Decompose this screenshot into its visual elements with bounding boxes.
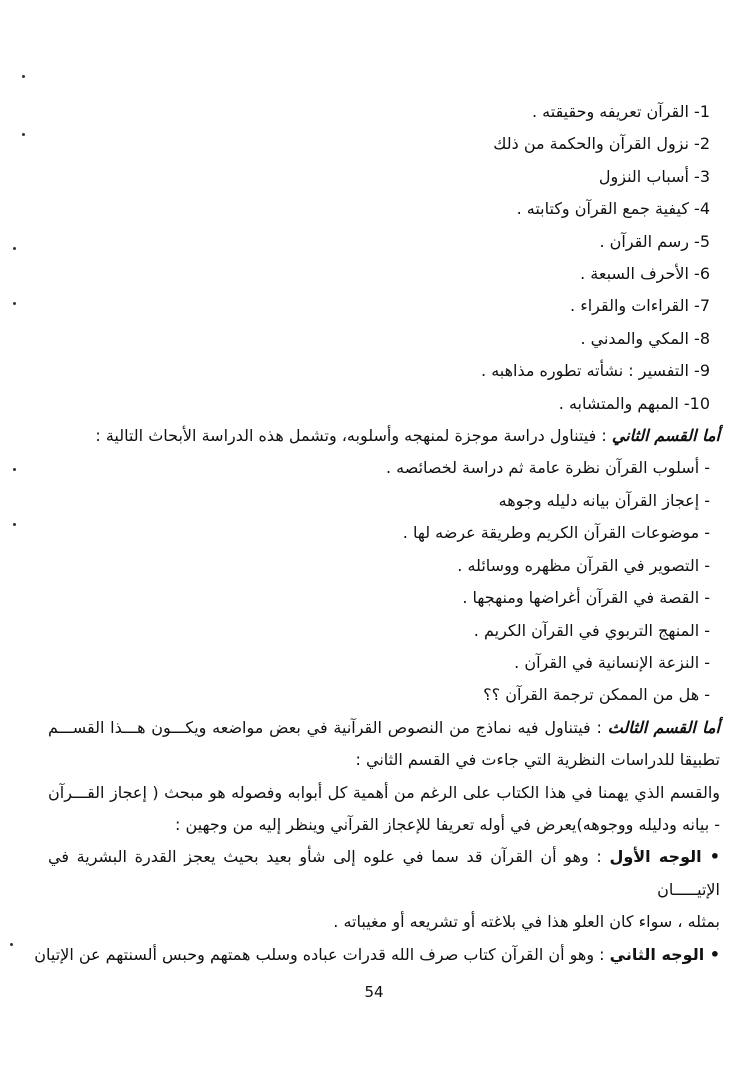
body-paragraph-line: والقسم الذي يهمنا في هذا الكتاب على الرغم من أهمية كل أبوابه وفصوله هو مبحث ( إعجاز القـــرآن xyxy=(48,782,720,802)
section-three-text: : فيتناول فيه نماذج من النصوص القرآنية في بعض مواضعه ويكـــون هـــذا القســـم xyxy=(48,717,608,737)
list-item: - هل من الممكن ترجمة القرآن ؟؟ xyxy=(483,685,710,705)
scan-speck xyxy=(22,133,25,136)
list-item: 9- التفسير : نشأته تطوره مذاهبه . xyxy=(481,361,710,381)
aspect-one xyxy=(48,841,720,906)
section-three-intro xyxy=(48,712,720,744)
page-number: 54 xyxy=(364,983,384,1001)
scan-speck xyxy=(13,468,16,471)
section-three-text-continued: تطبيقا للدراسات النظرية التي جاءت في القسم الثاني : xyxy=(355,750,720,770)
section-two-intro xyxy=(48,420,720,452)
list-item: 5- رسم القرآن . xyxy=(599,231,710,251)
list-item: 1- القرآن تعريفه وحقيقته . xyxy=(532,102,710,121)
page-body xyxy=(34,96,721,971)
aspect-one-text: : وهو أن القرآن قد سما في علوه إلى شأو بعيد بحيث يعجز القدرة البشرية في الإتيـــــان xyxy=(48,847,720,899)
scan-speck xyxy=(10,943,13,946)
list-item: 6- الأحرف السبعة . xyxy=(580,264,710,284)
list-item: - التصوير في القرآن مظهره ووسائله . xyxy=(457,555,710,575)
list-item: - أسلوب القرآن نظرة عامة ثم دراسة لخصائصه . xyxy=(385,458,710,478)
list-item: - القصة في القرآن أغراضها ومنهجها . xyxy=(462,588,710,608)
aspect-one-text-continued: بمثله ، سواء كان العلو هذا في بلاغته أو تشريعه أو مغيباته . xyxy=(333,912,720,932)
scan-speck xyxy=(13,247,16,250)
scan-speck xyxy=(13,302,16,305)
aspect-two-text: : وهو أن القرآن كتاب صرف الله قدرات عباده وسلب همتهم وحبس ألسنتهم عن الإتيان xyxy=(34,944,610,964)
aspect-two-label: • الوجه الثاني xyxy=(609,944,720,964)
list-item: 2- نزول القرآن والحكمة من ذلك xyxy=(493,134,710,154)
list-item: 8- المكي والمدني . xyxy=(580,328,710,348)
section-three-heading: أما القسم الثالث xyxy=(607,717,721,737)
list-item: - المنهج التربوي في القرآن الكريم . xyxy=(473,620,710,640)
scan-speck xyxy=(13,523,16,526)
list-item: 4- كيفية جمع القرآن وكتابته . xyxy=(516,199,710,219)
list-item: - إعجاز القرآن بيانه دليله وجوهه xyxy=(498,490,710,510)
section-two-text: : فيتناول دراسة موجزة لمنهجه وأسلوبه، وتشمل هذه الدراسة الأبحاث التالية : xyxy=(95,426,612,446)
topics-list-part-two xyxy=(48,452,720,711)
list-item: 10- المبهم والمتشابه . xyxy=(558,393,710,413)
list-item: - النزعة الإنسانية في القرآن . xyxy=(514,652,710,672)
body-paragraph-line: - بيانه ودليله ووجوهه)يعرض في أوله تعريفا للإعجاز القرآني وينظر إليه من وجهين : xyxy=(175,814,720,834)
list-item: 7- القراءات والقراء . xyxy=(570,296,710,316)
topics-list-part-one xyxy=(48,96,720,420)
list-item: 3- أسباب النزول xyxy=(598,166,710,186)
list-item: - موضوعات القرآن الكريم وطريقة عرضه لها . xyxy=(402,523,710,543)
aspect-two xyxy=(34,939,720,971)
scan-speck xyxy=(22,75,25,78)
aspect-one-label: • الوجه الأول xyxy=(609,847,720,867)
section-two-heading: أما القسم الثاني xyxy=(611,426,720,446)
